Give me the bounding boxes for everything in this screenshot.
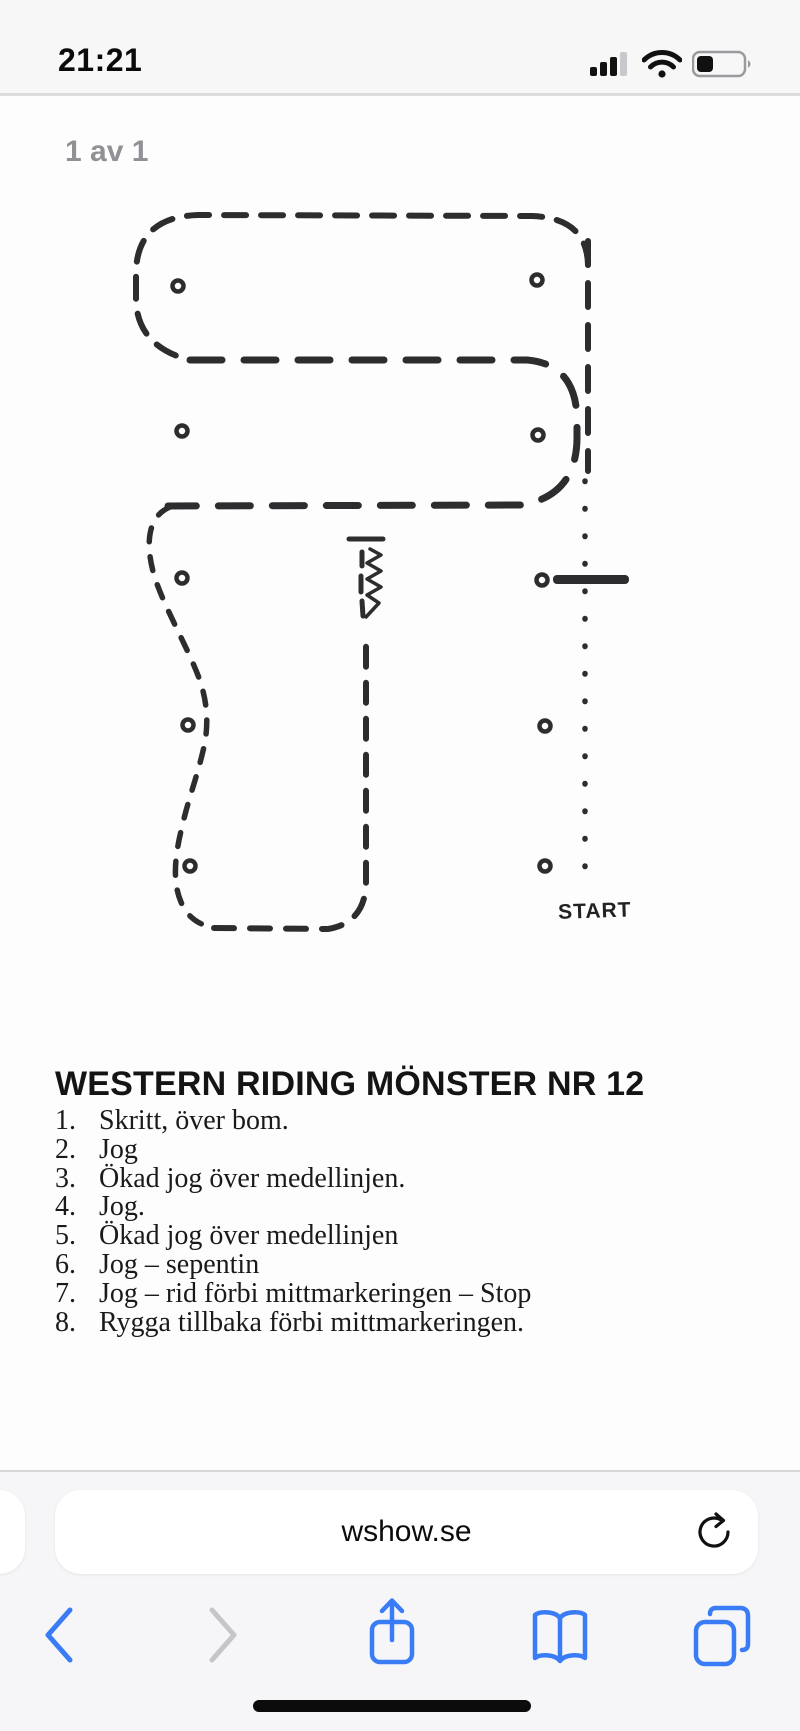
step-number: 8. — [55, 1306, 76, 1338]
diagram-center-line — [214, 633, 366, 929]
cellular-signal-icon — [590, 49, 632, 79]
pattern-step — [55, 1133, 695, 1165]
back-icon — [24, 1598, 100, 1674]
pattern-step — [55, 1248, 695, 1280]
tabs-button[interactable] — [684, 1598, 760, 1674]
bookmarks-icon — [522, 1598, 598, 1674]
bookmarks-button[interactable] — [522, 1598, 598, 1674]
pattern-step — [55, 1162, 695, 1194]
step-text: Ökad jog över medellinjen. — [99, 1162, 406, 1194]
home-indicator[interactable] — [253, 1700, 531, 1712]
pattern-steps — [55, 1107, 695, 1337]
back-button[interactable] — [24, 1598, 100, 1674]
clock-text: 21:21 — [58, 42, 143, 78]
diagram-center-marker-dashes — [361, 552, 363, 616]
step-number: 5. — [55, 1220, 76, 1252]
step-text: Rygga tillbaka förbi mittmarkeringen. — [99, 1306, 524, 1338]
diagram-middle-loop — [168, 360, 577, 506]
diagram-zigzag — [366, 549, 381, 617]
address-bar-row — [0, 1490, 800, 1574]
step-number: 6. — [55, 1248, 76, 1280]
pattern-diagram — [0, 99, 800, 1059]
diagram-serpentine-line — [149, 507, 214, 928]
reload-icon — [692, 1510, 736, 1554]
step-text: Jog — [99, 1133, 138, 1165]
start-label: START — [557, 898, 632, 924]
pattern-step — [55, 1277, 695, 1309]
page-indicator: 1 av 1 — [65, 135, 149, 168]
pattern-step — [55, 1107, 695, 1136]
status-bar — [0, 0, 800, 96]
pattern-step — [55, 1222, 695, 1251]
step-text: Jog. — [99, 1191, 145, 1223]
step-text: Ökad jog över medellinjen — [99, 1220, 399, 1252]
tabs-icon — [684, 1598, 760, 1674]
diagram-pole — [553, 575, 629, 584]
step-text: Skritt, över bom. — [99, 1105, 289, 1136]
pattern-step — [55, 1193, 695, 1222]
pattern-step — [55, 1306, 695, 1338]
diagram-top-loop — [136, 215, 588, 359]
previous-tab-edge[interactable] — [0, 1490, 25, 1574]
step-number: 1. — [55, 1105, 76, 1136]
safari-bottom-chrome — [0, 1470, 800, 1731]
bottom-toolbar — [0, 1594, 800, 1684]
step-number: 2. — [55, 1133, 76, 1165]
forward-icon — [182, 1598, 258, 1674]
url-text: wshow.se — [341, 1515, 472, 1548]
address-bar[interactable] — [55, 1490, 758, 1574]
step-number: 7. — [55, 1277, 76, 1309]
pattern-title: WESTERN RIDING MÖNSTER NR 12 — [55, 1065, 645, 1103]
share-button[interactable] — [354, 1594, 430, 1670]
reload-button[interactable] — [692, 1510, 736, 1554]
step-text: Jog – sepentin — [99, 1248, 260, 1280]
share-icon — [354, 1594, 430, 1670]
step-text: Jog – rid förbi mittmarkeringen – Stop — [99, 1277, 532, 1309]
document-viewer — [0, 99, 800, 1470]
wifi-icon — [642, 49, 682, 79]
diagram-cone-markers — [173, 275, 551, 872]
forward-button[interactable] — [182, 1598, 258, 1674]
step-number: 3. — [55, 1162, 76, 1194]
step-number: 4. — [55, 1191, 76, 1223]
status-icons — [590, 49, 772, 79]
battery-icon — [692, 49, 754, 79]
